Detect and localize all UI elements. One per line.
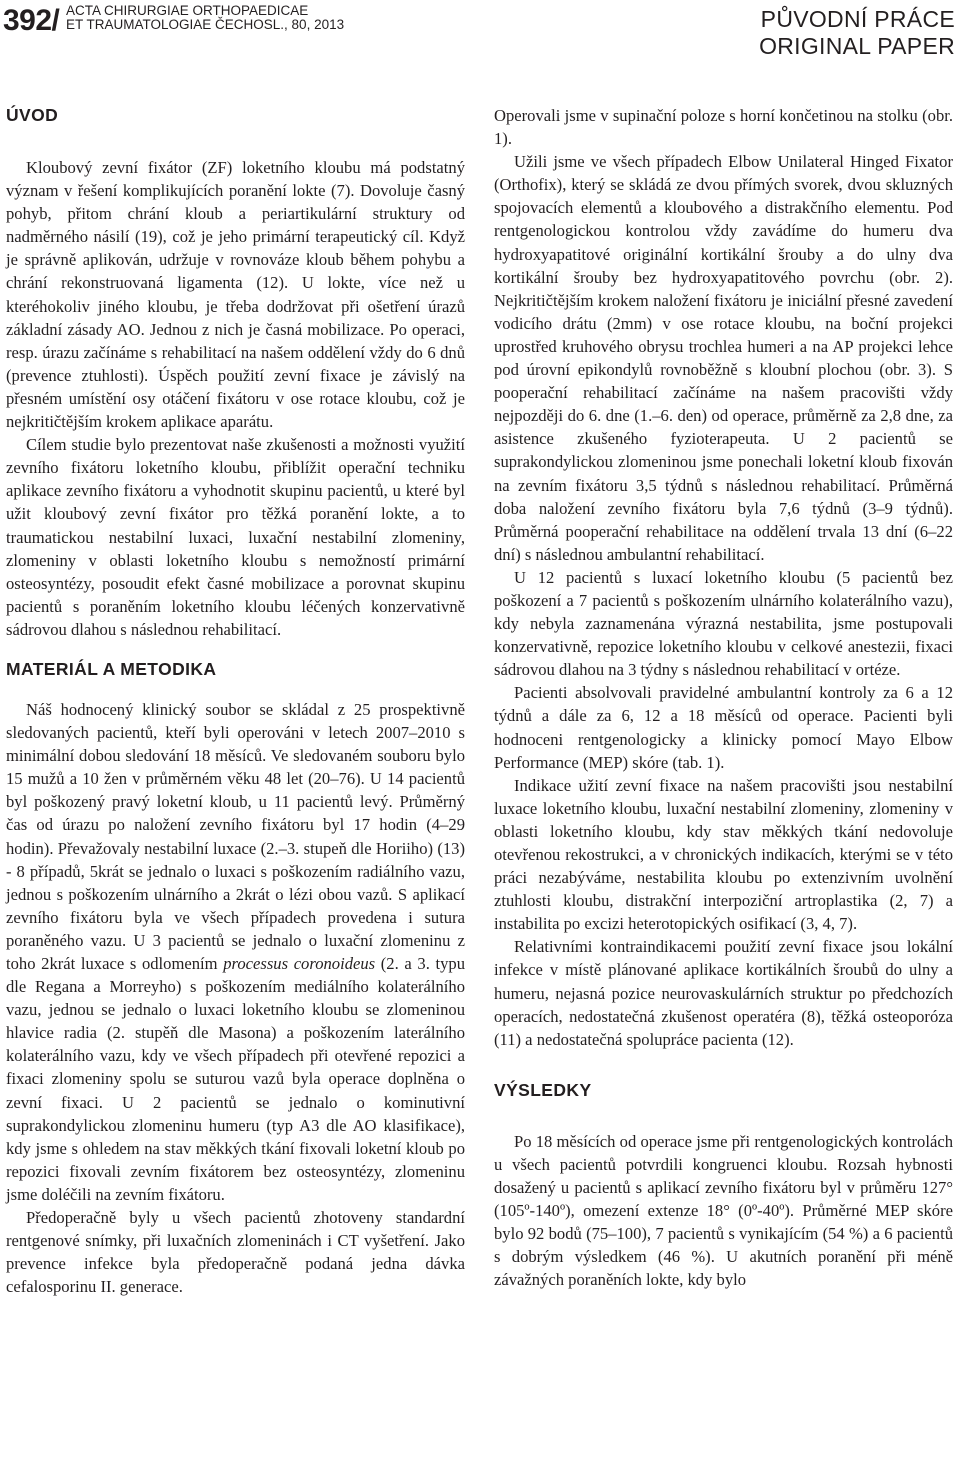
page-number: 392/ bbox=[3, 4, 60, 37]
journal-name-line1: ACTA CHIRURGIAE ORTHOPAEDICAE bbox=[66, 3, 309, 18]
page-header bbox=[0, 0, 960, 59]
paragraph-indications: Indikace užití zevní fixace na našem pracovišti jsou nestabilní luxace loketního kloubu, luxační nestabilní zlomeniny, zlomeniny v oblasti loketního kloubu, kdy stav měkkých tkání nedovoluje otevřenou rekostrukci, a v chronických indikacích, kterými se v této práci nezabýváme, nestabilita kloubu po extenzivním uvolnění ztuhlosti kloubu, distrakční interpoziční artroplastika (2, 7) a instabilita po excizi heterotopických osifikací (3, 4, 7). bbox=[494, 775, 953, 934]
paragraph-intro-1: Kloubový zevní fixátor (ZF) loketního kloubu má podstatný význam v řešení komplikujících poranění lokte (7). Dovoluje časný pohyb, přitom chrání kloub a periartikulární struktury od nadměrného násilí (19), což je jeho primární terapeutický cíl. Když je správně aplikován, udržuje v rovnováze kloub během pohybu a chrání rekonstruovaná ligamenta (12). U lokte, více než u kteréhokoliv jiného kloubu, je třeba dodržovat při ošetření úrazů základní zásady AO. Jednou z nich je časná mobilizace. Po operaci, resp. úrazu začínáme s rehabilitací na našem oddělení vždy do 6 dnů (prevence ztuhlosti). Úspěch použití zevní fixace je závislý na přesném umístění osy otáčení fixátoru v ose rotace kloubu, což je nejkritičtějším krokem aplikace aparátu. bbox=[6, 158, 465, 432]
paragraph-fixator-technique: Užili jsme ve všech případech Elbow Unilateral Hinged Fixator (Orthofix), který se skládá ze dvou přímých svorek, dvou skluzných spojovacích elementů a kloubového a distrakčního elementu. Pod rentgenologickou kontrolou vždy zavádíme do humeru dva hydroxyapatitové originální kortikální šrouby a do ulny dva kortikální šrouby bez hydroxyapatitového povrchu (obr. 2). Nejkritičtějším krokem naložení fixátoru je iniciální přesné zavedení vodicího drátu (2mm) v ose rotace kloubu, na boční projekci uprostřed kruhového obrysu trochlea humeri a na AP projekci lehce pod úrovní epikondylů rovnoběžně s kloubní plochou (obr. 3). S pooperační rehabilitací začínáme na našem pracovišti vždy nejpozději do 6. dne (1.–6. den) od operace, průměrně za 2,8 dne, za asistence zkušeného fyzioterapeuta. U 2 pacientů se suprakondylickou zlomeninou jsme ponechali loketní kloub fixován na zevním fixátoru 3,5 týdnů s následnou rehabilitací. Průměrná doba naložení zevního fixátoru byla 7,6 týdnů (3–9 týdnů). Průměrná pooperační rehabilitace na oddělení trvala 13 dní (6–22 dní) s následnou ambulantní rehabilitací. bbox=[494, 152, 953, 564]
paragraph-methods-2: Předoperačně byly u všech pacientů zhotoveny standardní rentgenové snímky, při luxačních zlomeninách i CT vyšetření. Jako prevence infekce byla předoperačně podaná jedna dávka cefalosporinu II. generace. bbox=[6, 1208, 465, 1297]
paragraph-conservative-group: U 12 pacientů s luxací loketního kloubu (5 pacientů bez poškození a 7 pacientů s poškozením ulnárního kolaterálního vazu), kdy nebyla zaznamenána výrazná nestabilita, jsme postupovali konzervativně, repozice loketního kloubu v celkové anestezii, fixaci sádrovou dlahou na 3 týdny s následnou rehabilitací v ortéze. bbox=[494, 567, 953, 680]
journal-name-line2: ET TRAUMATOLOGIAE ČECHOSL., 80, 2013 bbox=[66, 17, 345, 32]
left-column bbox=[6, 104, 465, 1298]
heading-uvod: ÚVOD bbox=[6, 105, 59, 125]
heading-vysledky: VÝSLEDKY bbox=[494, 1079, 592, 1100]
paragraph-contraindications: Relativními kontraindikacemi použití zevní fixace jsou lokální infekce v místě plánované aplikace kortikálních šroubů do ulny a humeru, nejasná pozice neurovaskulárních struktur po předchozích operacích, nedostatečná zkušenost operatéra (8), těžká osteoporóza (11) a nedostatečná spolupráce pacienta (12). bbox=[494, 937, 953, 1049]
paragraph-methods-1-part-a: Náš hodnocený klinický soubor se skládal z 25 prospektivně sledovaných pacientů, kteří byli operováni v letech 2007–2010 s minimální dobou sledování 18 měsíců. Ve sledovaném souboru bylo 15 mužů a 10 žen v průměrném věku 48 let (20–76). U 14 pacientů byl poškozený pravý loketní kloub, u 11 pacientů levý. Průměrný čas od úrazu po naložení zevního fixátoru byl 17 hodin (4–29 hodin). Převažovaly nestabilní luxace (2.–3. stupeň dle Horiiho) (13) - 8 případů, 5krát se jednalo o luxaci s poškozením radiálního vazu, jednou s poškozením ulnárního a 2krát o lézi obou vazů. S aplikací zevního fixátoru byla ve všech případech provedena i sutura poraněného vazu. U 3 pacientů se jednalo o luxační zlomeninu z toho 2krát luxace s odlomením bbox=[6, 699, 465, 973]
right-column bbox=[494, 104, 953, 1292]
paragraph-methods-1 bbox=[6, 698, 465, 1206]
section-label bbox=[759, 6, 955, 60]
heading-material-metodika: MATERIÁL A METODIKA bbox=[6, 658, 217, 679]
paragraph-results: Po 18 měsících od operace jsme při rentgenologických kontrolách u všech pacientů potvrdili kongruenci kloubu. Rozsah hybnosti dosažený u pacientů s aplikací zevního fixátoru byl v průměru 127° (105º-140º), omezení extenze 18° (0º-40º). Průměrné MEP skóre bylo 92 bodů (75–100), 7 pacientů s vynikajícím (54 %) a 6 pacientů s dobrým výsledkem (46 %). U akutních poranění při méně závažných poraněních lokte, kdy bylo bbox=[494, 1131, 953, 1290]
italic-term: processus coronoideus bbox=[223, 954, 376, 973]
section-label-cz: PŮVODNÍ PRÁCE bbox=[760, 6, 955, 32]
paragraph-operation-position: Operovali jsme v supinační poloze s horní končetinou na stolku (obr. 1). bbox=[494, 106, 953, 149]
paragraph-followup: Pacienti absolvovali pravidelné ambulantní kontroly za 6 a 12 týdnů a dále za 6, 12 a 18 měsíců od operace. Pacienti byli hodnoceni rentgenologicky a klinicky pomocí Mayo Elbow Performance (MEP) skóre (tab. 1). bbox=[494, 683, 953, 772]
paragraph-methods-1-part-b: (2. a 3. typu dle Regana a Morreyho) s poškozením mediálního kolaterálního vazu, jednou se jednalo o luxaci loketního kloubu se zlomeninou hlavice radia (2. stupěň dle Masona) a poškozením laterálního kolaterálního vazu, kdy ve všech případech při otevřené repozici a fixaci zlomeniny spolu se suturou vazů byla operace doplněna o zevní fixaci. U 2 pacientů se jednalo o kominutivní suprakondylickou zlomeninu humeru (typ A3 dle AO klasifikace), kdy jsme s ohledem na stav měkkých tkání fixovali loketní kloub po repozici fixovali zevním fixátorem bez osteosyntézy, zlomeninu jsme doléčili na zevním fixátoru. bbox=[6, 954, 466, 1204]
paragraph-intro-2: Cílem studie bylo prezentovat naše zkušenosti a možnosti využití zevního fixátoru loketního kloubu, přiblížit operační techniku aplikace zevního fixátoru a vyhodnotit skupinu pacientů, u které byl užit kloubový zevní fixátor pro těžká poranění lokte, a to traumatickou nestabilní luxaci, luxační nestabilní zlomeniny, zlomeniny v oblasti loketního kloubu s nemožností primární osteosyntézy, posoudit efekt časné mobilizace a porovnat skupinu pacientů s poraněním loketního kloubu léčených konzervativně sádrovou dlahou s následnou rehabilitací. bbox=[6, 435, 465, 639]
section-label-en: ORIGINAL PAPER bbox=[759, 33, 955, 59]
journal-name bbox=[66, 4, 344, 32]
